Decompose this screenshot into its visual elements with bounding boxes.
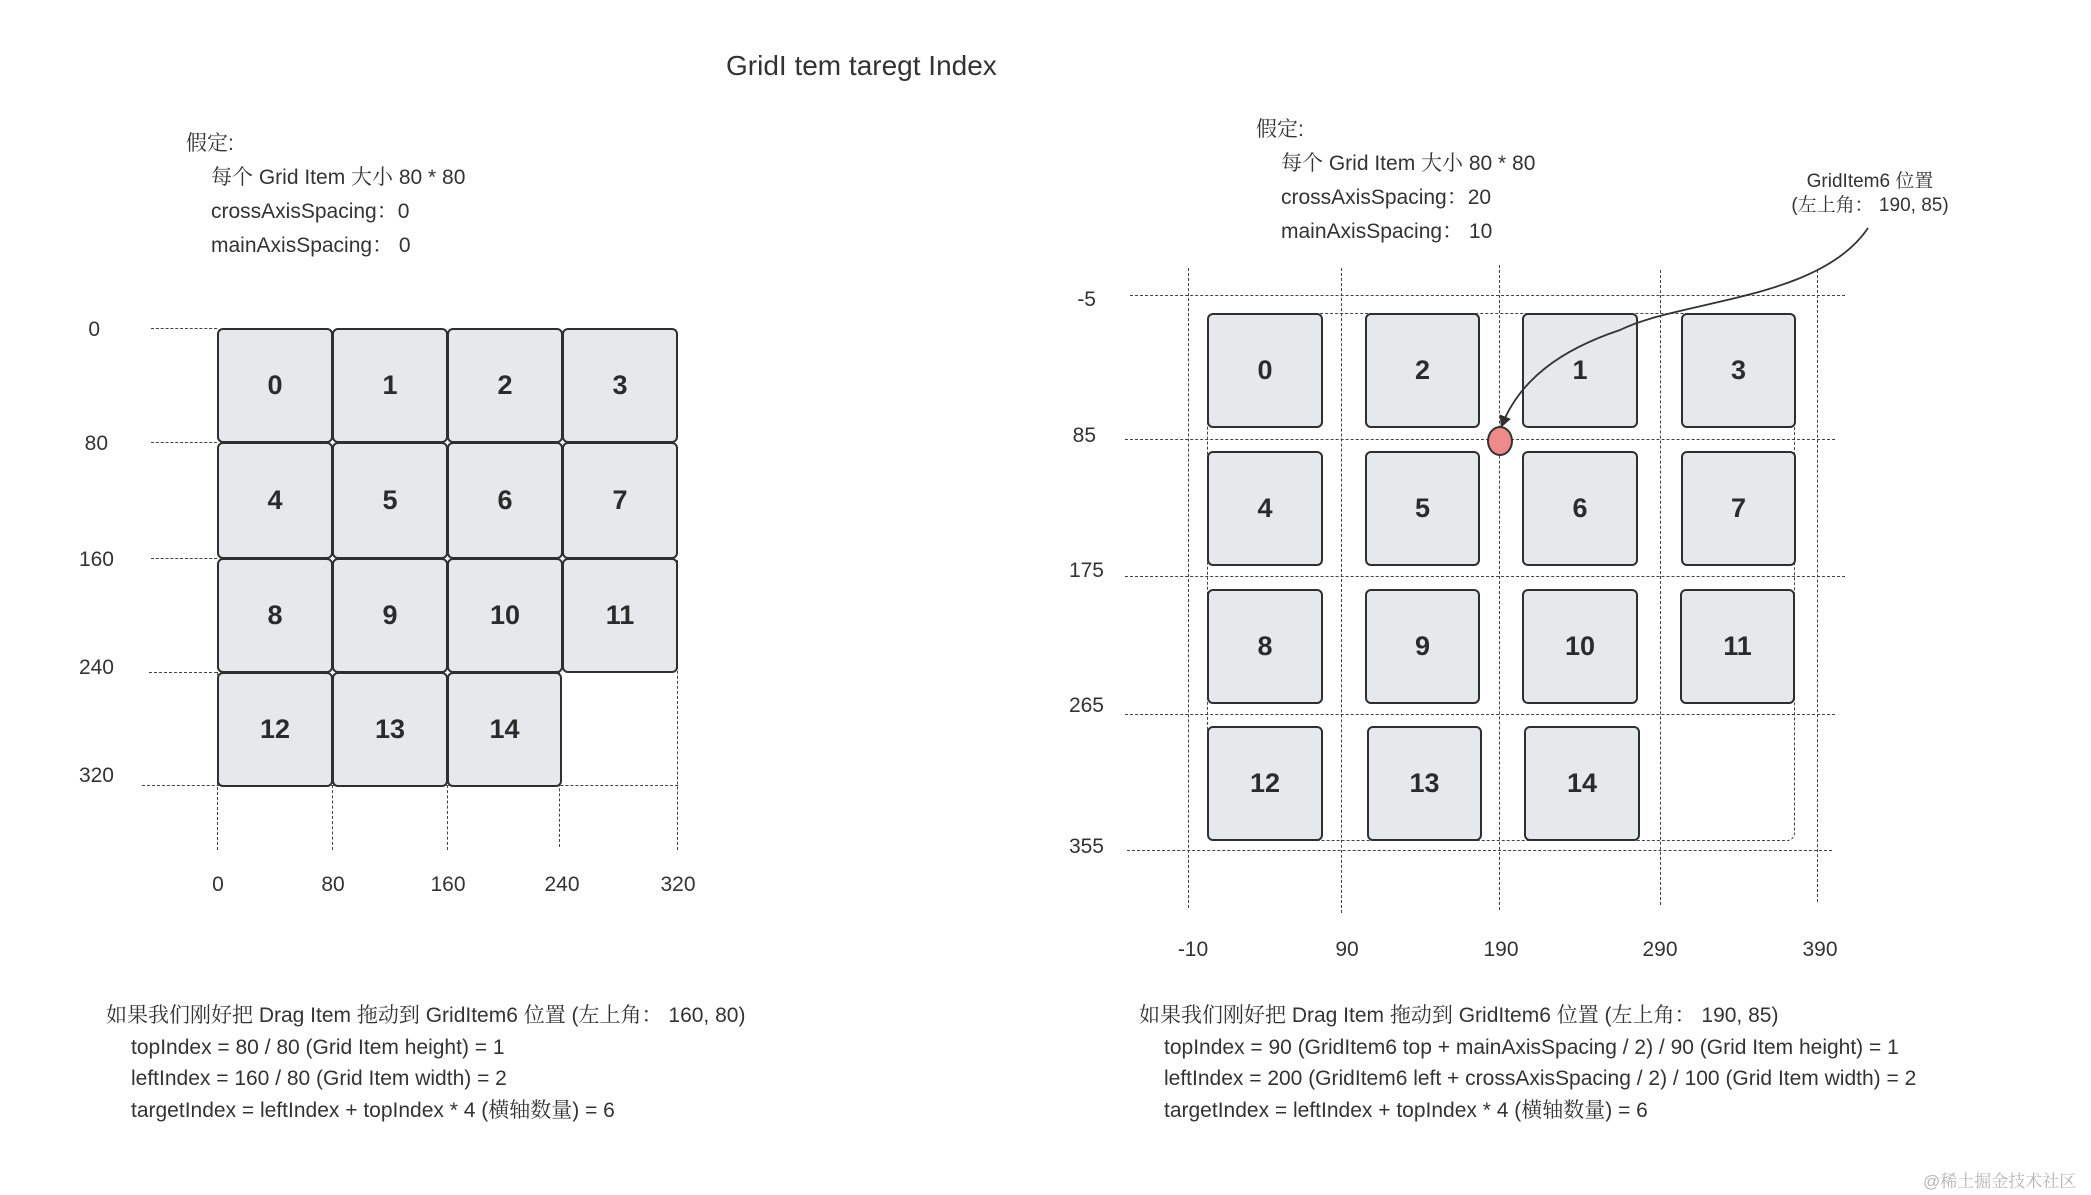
grid-item6-callout	[1780, 170, 1960, 218]
left-assumption-size: 每个 Grid Item 大小 80 * 80	[211, 166, 466, 189]
right-x-label-290: 290	[1642, 938, 1678, 961]
right-assumptions-heading: 假定:	[1256, 118, 1304, 141]
left-grid-cell: 5	[332, 442, 448, 559]
left-explanation-left-index: leftIndex = 160 / 80 (Grid Item width) = 2	[131, 1067, 507, 1090]
left-assumption-cross-spacing: crossAxisSpacing：0	[211, 200, 410, 223]
right-grid-cell: 7	[1681, 451, 1796, 566]
right-grid-cell: 3	[1681, 313, 1796, 428]
right-grid-cell: 5	[1365, 451, 1480, 566]
left-guide-v-160	[447, 785, 448, 850]
right-grid-cell-target: 6	[1522, 451, 1638, 566]
left-explanation	[106, 1000, 745, 1126]
left-x-label-0: 0	[212, 873, 224, 896]
right-guide-h-355	[1127, 850, 1832, 851]
right-x-label-390: 390	[1802, 938, 1838, 961]
left-assumption-main-spacing: mainAxisSpacing： 0	[211, 234, 411, 257]
left-grid-cell: 1	[332, 328, 448, 443]
left-y-label-240: 240	[78, 656, 114, 679]
left-x-label-240: 240	[544, 873, 580, 896]
right-explanation-heading: 如果我们刚好把 Drag Item 拖动到 GridItem6 位置 (左上角： 190, 85)	[1139, 1004, 1779, 1027]
right-y-label-85: 85	[1072, 424, 1096, 447]
left-y-label-160: 160	[78, 548, 114, 571]
left-grid-cell: 7	[562, 442, 678, 559]
left-assumptions-heading: 假定:	[186, 132, 234, 155]
left-guide-h-160	[151, 558, 217, 559]
right-y-label-175: 175	[1068, 559, 1104, 582]
right-grid-cell: 2	[1365, 313, 1480, 428]
left-grid-cell: 4	[217, 442, 333, 559]
right-assumption-cross-spacing: crossAxisSpacing：20	[1281, 186, 1492, 209]
left-grid-cell: 0	[217, 328, 333, 443]
right-grid-cell: 13	[1367, 726, 1482, 841]
right-grid-cell: 11	[1680, 589, 1795, 704]
right-guide-v--10	[1188, 268, 1189, 908]
callout-title: GridItem6 位置	[1806, 171, 1934, 192]
right-y-label-355: 355	[1068, 835, 1104, 858]
right-grid-cell: 4	[1207, 451, 1323, 566]
right-x-label--10: -10	[1177, 938, 1209, 961]
right-assumptions	[1256, 113, 1535, 249]
right-grid-cell-dragged: 1	[1522, 313, 1638, 428]
left-grid-cell: 2	[447, 328, 563, 443]
left-explanation-heading: 如果我们刚好把 Drag Item 拖动到 GridItem6 位置 (左上角： 160, 80)	[106, 1004, 746, 1027]
callout-coordinates: (左上角： 190, 85)	[1791, 195, 1949, 216]
left-explanation-top-index: topIndex = 80 / 80 (Grid Item height) = 1	[131, 1035, 505, 1059]
right-explanation-left-index: leftIndex = 200 (GridItem6 left + crossAxisSpacing / 2) / 100 (Grid Item width) = 2	[1164, 1067, 1917, 1090]
left-assumptions	[186, 127, 465, 263]
left-grid-cell: 12	[217, 672, 333, 787]
right-guide-v-390	[1817, 270, 1818, 902]
watermark: @稀土掘金技术社区	[1923, 1172, 2077, 1191]
left-guide-v-80	[332, 785, 333, 850]
left-grid-cell: 9	[332, 558, 448, 673]
right-grid-cell: 9	[1365, 589, 1480, 704]
left-grid-cell-target: 6	[447, 442, 563, 559]
right-guide-h--5	[1130, 295, 1845, 296]
right-y-label-265: 265	[1068, 694, 1104, 717]
right-grid-cell: 10	[1522, 589, 1638, 704]
right-x-label-90: 90	[1335, 938, 1359, 961]
left-grid-cell: 10	[447, 558, 563, 673]
left-explanation-target-index: targetIndex = leftIndex + topIndex * 4 (横轴数量) = 6	[131, 1098, 615, 1122]
left-grid-cell: 11	[562, 558, 678, 673]
right-x-label-190: 190	[1483, 938, 1519, 961]
right-explanation-top-index: topIndex = 90 (GridItem6 top + mainAxisSpacing / 2) / 90 (Grid Item height) = 1	[1164, 1035, 1899, 1059]
left-x-label-320: 320	[660, 873, 696, 896]
left-guide-h-240	[149, 672, 217, 673]
right-grid-cell: 12	[1207, 726, 1323, 841]
right-assumption-size: 每个 Grid Item 大小 80 * 80	[1281, 152, 1536, 175]
left-guide-h-0	[151, 328, 217, 329]
diagram-title: GridI tem taregt Index	[726, 50, 997, 81]
drop-position-marker	[1487, 426, 1513, 456]
left-x-label-80: 80	[321, 873, 345, 896]
right-explanation-target-index: targetIndex = leftIndex + topIndex * 4 (横轴数量) = 6	[1164, 1098, 1648, 1122]
left-grid-cell: 14	[447, 672, 562, 787]
right-explanation	[1139, 1000, 1916, 1126]
left-guide-h-80	[151, 442, 217, 443]
left-grid-cell: 8	[217, 558, 333, 673]
left-y-label-0: 0	[88, 318, 100, 341]
left-grid-cell: 3	[562, 328, 678, 443]
right-y-label--5: -5	[1077, 288, 1096, 311]
left-y-label-80: 80	[84, 432, 108, 455]
left-y-label-320: 320	[78, 764, 114, 787]
left-x-label-160: 160	[430, 873, 466, 896]
left-grid-cell: 13	[332, 672, 448, 787]
right-assumption-main-spacing: mainAxisSpacing： 10	[1281, 220, 1493, 243]
right-grid-cell: 0	[1207, 313, 1323, 428]
right-grid-cell: 8	[1207, 589, 1323, 704]
right-grid-cell: 14	[1524, 726, 1640, 841]
